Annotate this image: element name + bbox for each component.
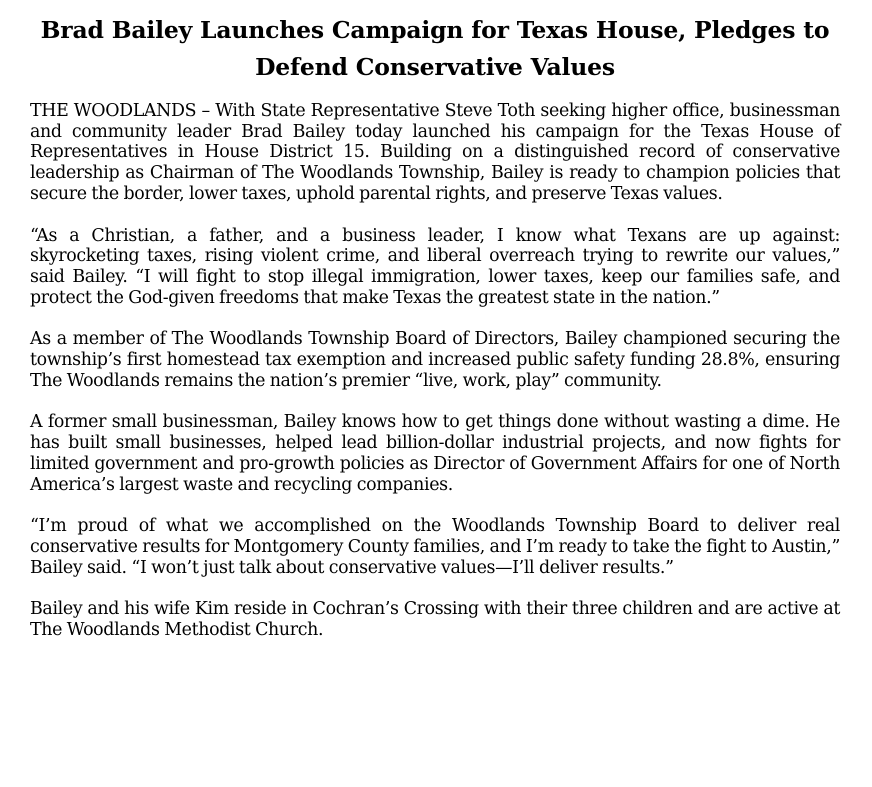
paragraph-quote-1: “As a Christian, a father, and a business leader, I know what Texans are up against: skyrocketing taxes, rising violent crime, and liberal overreach trying to rewrite our values,” said Bailey. “I will fight to stop illegal immigration, lower taxes, keep our families safe, and protect the God-given freedoms that make Texas the greatest state in the nation.”: [30, 225, 840, 308]
paragraph-family: Bailey and his wife Kim reside in Cochran’s Crossing with their three children and are active at The Woodlands Methodist Church.: [30, 599, 840, 641]
paragraph-township-record: As a member of The Woodlands Township Board of Directors, Bailey championed securing the township’s first homestead tax exemption and increased public safety funding 28.8%, ensuring The Woodlands remains the nation’s premier “live, work, play” community.: [30, 329, 840, 391]
press-release: [30, 12, 840, 662]
headline: Brad Bailey Launches Campaign for Texas House, Pledges to Defend Conservative Values: [40, 16, 830, 81]
paragraph-quote-2: “I’m proud of what we accomplished on the Woodlands Township Board to deliver real conservative results for Montgomery County families, and I’m ready to take the fight to Austin,” Bailey said. “I won’t just talk about conservative values—I’ll deliver results.”: [30, 516, 840, 578]
paragraph-intro: THE WOODLANDS – With State Representative Steve Toth seeking higher office, businessman and community leader Brad Bailey today launched his campaign for the Texas House of Representatives in House District 15. Building on a distinguished record of conservative leadership as Chairman of The Woodlands Township, Bailey is ready to champion policies that secure the border, lower taxes, uphold parental rights, and preserve Texas values.: [30, 101, 840, 204]
paragraph-business-background: A former small businessman, Bailey knows how to get things done without wasting a dime. He has built small businesses, helped lead billion-dollar industrial projects, and now fights for limited government and pro-growth policies as Director of Government Affairs for one of North America’s largest waste and recycling companies.: [30, 412, 840, 495]
